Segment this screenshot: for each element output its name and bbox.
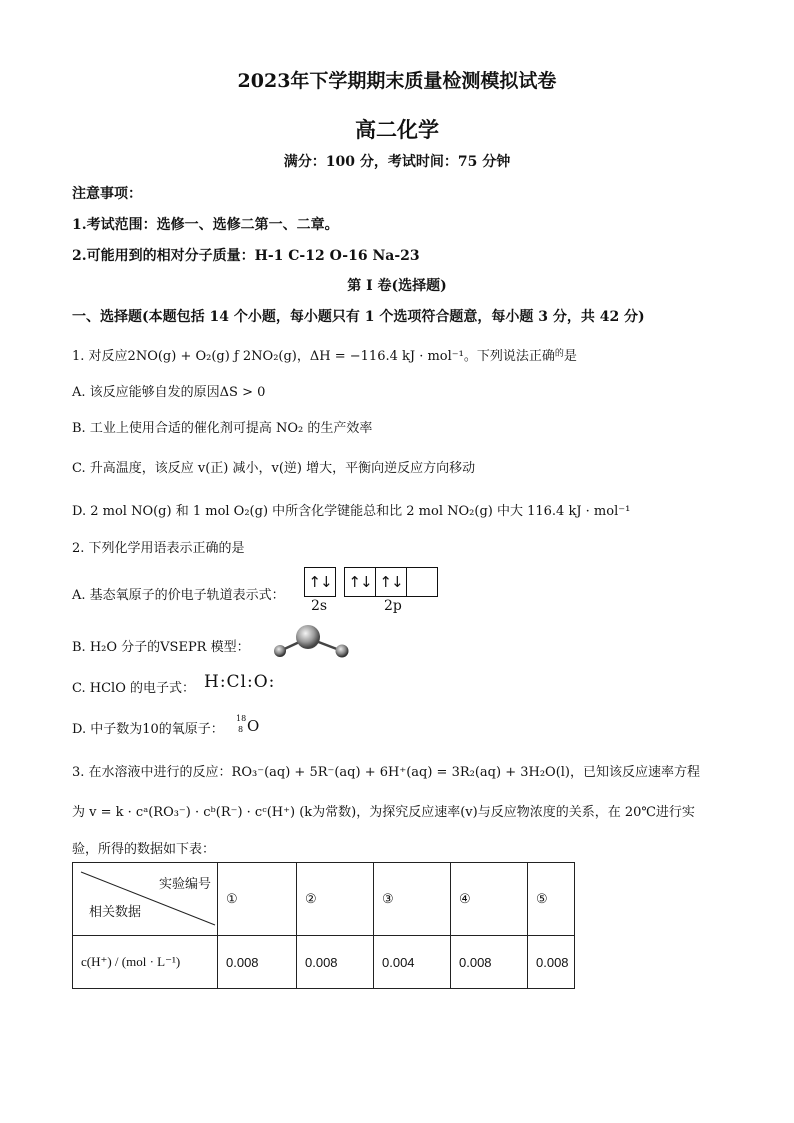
q2-option-c: C. HClO 的电子式：	[72, 681, 195, 696]
q1-option-a: A. 该反应能够自发的原因ΔS > 0	[72, 385, 266, 400]
orbital-2p-cell-1: ↑↓	[345, 568, 376, 596]
table-cell: 0.008	[528, 936, 575, 989]
table-cell: 0.008	[218, 936, 297, 989]
subject-title: 高二化学	[355, 117, 439, 142]
orbital-2s-cell: ↑↓	[308, 573, 332, 591]
table-cell: 0.008	[451, 936, 528, 989]
table-corner-cell	[73, 863, 218, 936]
corner-label-bottom: 相关数据	[89, 904, 142, 919]
notes-heading: 注意事项：	[72, 186, 142, 202]
table-row-label: c(H⁺) / (mol · L⁻¹)	[73, 936, 218, 989]
orbital-2p-box	[344, 567, 438, 597]
q3-line-2: 为 v = k · cᵃ(RO₃⁻) · cᵇ(R⁻) · cᶜ(H⁺) (k为常数)，为探究反应速率(v)与反应物浓度的关系，在 20℃进行实	[72, 805, 695, 820]
orbital-label-2s: 2s	[311, 598, 328, 614]
experiment-data-table	[72, 862, 575, 989]
q3-equation: RO₃⁻(aq) + 5R⁻(aq) + 6H⁺(aq) = 3R₂(aq) + 3H₂O(l)	[231, 765, 570, 780]
nuclide-element-symbol: O	[247, 717, 260, 735]
q3-suffix: ，已知该反应速率方程	[570, 765, 701, 780]
orbital-2p-cell-3	[407, 568, 437, 596]
q2-option-b: B. H₂O 分子的VSEPR 模型：	[72, 640, 250, 655]
q1-option-b: B. 工业上使用合适的催化剂可提高 NO₂ 的生产效率	[72, 421, 373, 436]
table-header-cell: ③	[374, 863, 451, 936]
vsepr-model-figure	[268, 622, 352, 662]
q1-option-c: C. 升高温度，该反应 v(正) 减小，v(逆) 增大，平衡向逆反应方向移动	[72, 461, 476, 476]
q1-suffix2: 是	[563, 349, 577, 364]
q2-stem: 2. 下列化学用语表示正确的是	[72, 541, 245, 556]
table-row	[73, 936, 575, 989]
q2-option-a: A. 基态氧原子的价电子轨道表示式：	[72, 588, 285, 603]
table-header-cell: ④	[451, 863, 528, 936]
notes-item-1: 1.考试范围：选修一、选修二第一、二章。	[72, 217, 339, 233]
score-time: 满分：100 分，考试时间：75 分钟	[283, 154, 511, 170]
orbital-2p-cell-2: ↑↓	[376, 568, 407, 596]
volume-heading: 第 I 卷(选择题)	[347, 278, 447, 294]
notes-item-2: 2.可能用到的相对分子质量：H-1 C-12 O-16 Na-23	[72, 248, 420, 264]
hclo-electron-formula: H:Cl:O:	[204, 672, 276, 692]
table-header-cell: ①	[218, 863, 297, 936]
q1-prefix: 1. 对反应	[72, 349, 128, 364]
table-header-cell: ②	[297, 863, 374, 936]
q3-prefix: 3. 在水溶液中进行的反应：	[72, 765, 232, 780]
q3-line-1	[72, 761, 700, 780]
q1-stem	[72, 345, 577, 364]
part1-heading: 一、选择题(本题包括 14 个小题，每小题只有 1 个选项符合题意，每小题 3 分，共 42 分)	[72, 309, 645, 325]
q1-suffix: 。下列说法正确	[463, 349, 555, 364]
q1-de: 的	[554, 349, 564, 359]
q1-option-d: D. 2 mol NO(g) 和 1 mol O₂(g) 中所含化学键能总和比 2 mol NO₂(g) 中大 116.4 kJ · mol⁻¹	[72, 504, 631, 519]
table-cell: 0.008	[297, 936, 374, 989]
oxygen-nuclide-symbol	[236, 714, 266, 738]
corner-label-top: 实验编号	[158, 876, 211, 891]
nuclide-mass-number: 18	[236, 714, 247, 723]
table-header-cell: ⑤	[528, 863, 575, 936]
nuclide-atomic-number: 8	[238, 725, 244, 734]
q1-reaction: 2NO(g) + O₂(g) ƒ 2NO₂(g)	[127, 349, 297, 364]
table-header-row	[73, 863, 575, 936]
orbital-label-2p: 2p	[384, 598, 402, 614]
q2-option-d: D. 中子数为10的氧原子：	[72, 722, 224, 737]
q1-enthalpy: ，ΔH = −116.4 kJ · mol⁻¹	[296, 349, 464, 364]
exam-title: 2023年下学期期末质量检测模拟试卷	[237, 70, 557, 92]
orbital-2s-box	[304, 567, 336, 597]
table-cell: 0.004	[374, 936, 451, 989]
q3-line-3: 验，所得的数据如下表：	[72, 842, 216, 857]
